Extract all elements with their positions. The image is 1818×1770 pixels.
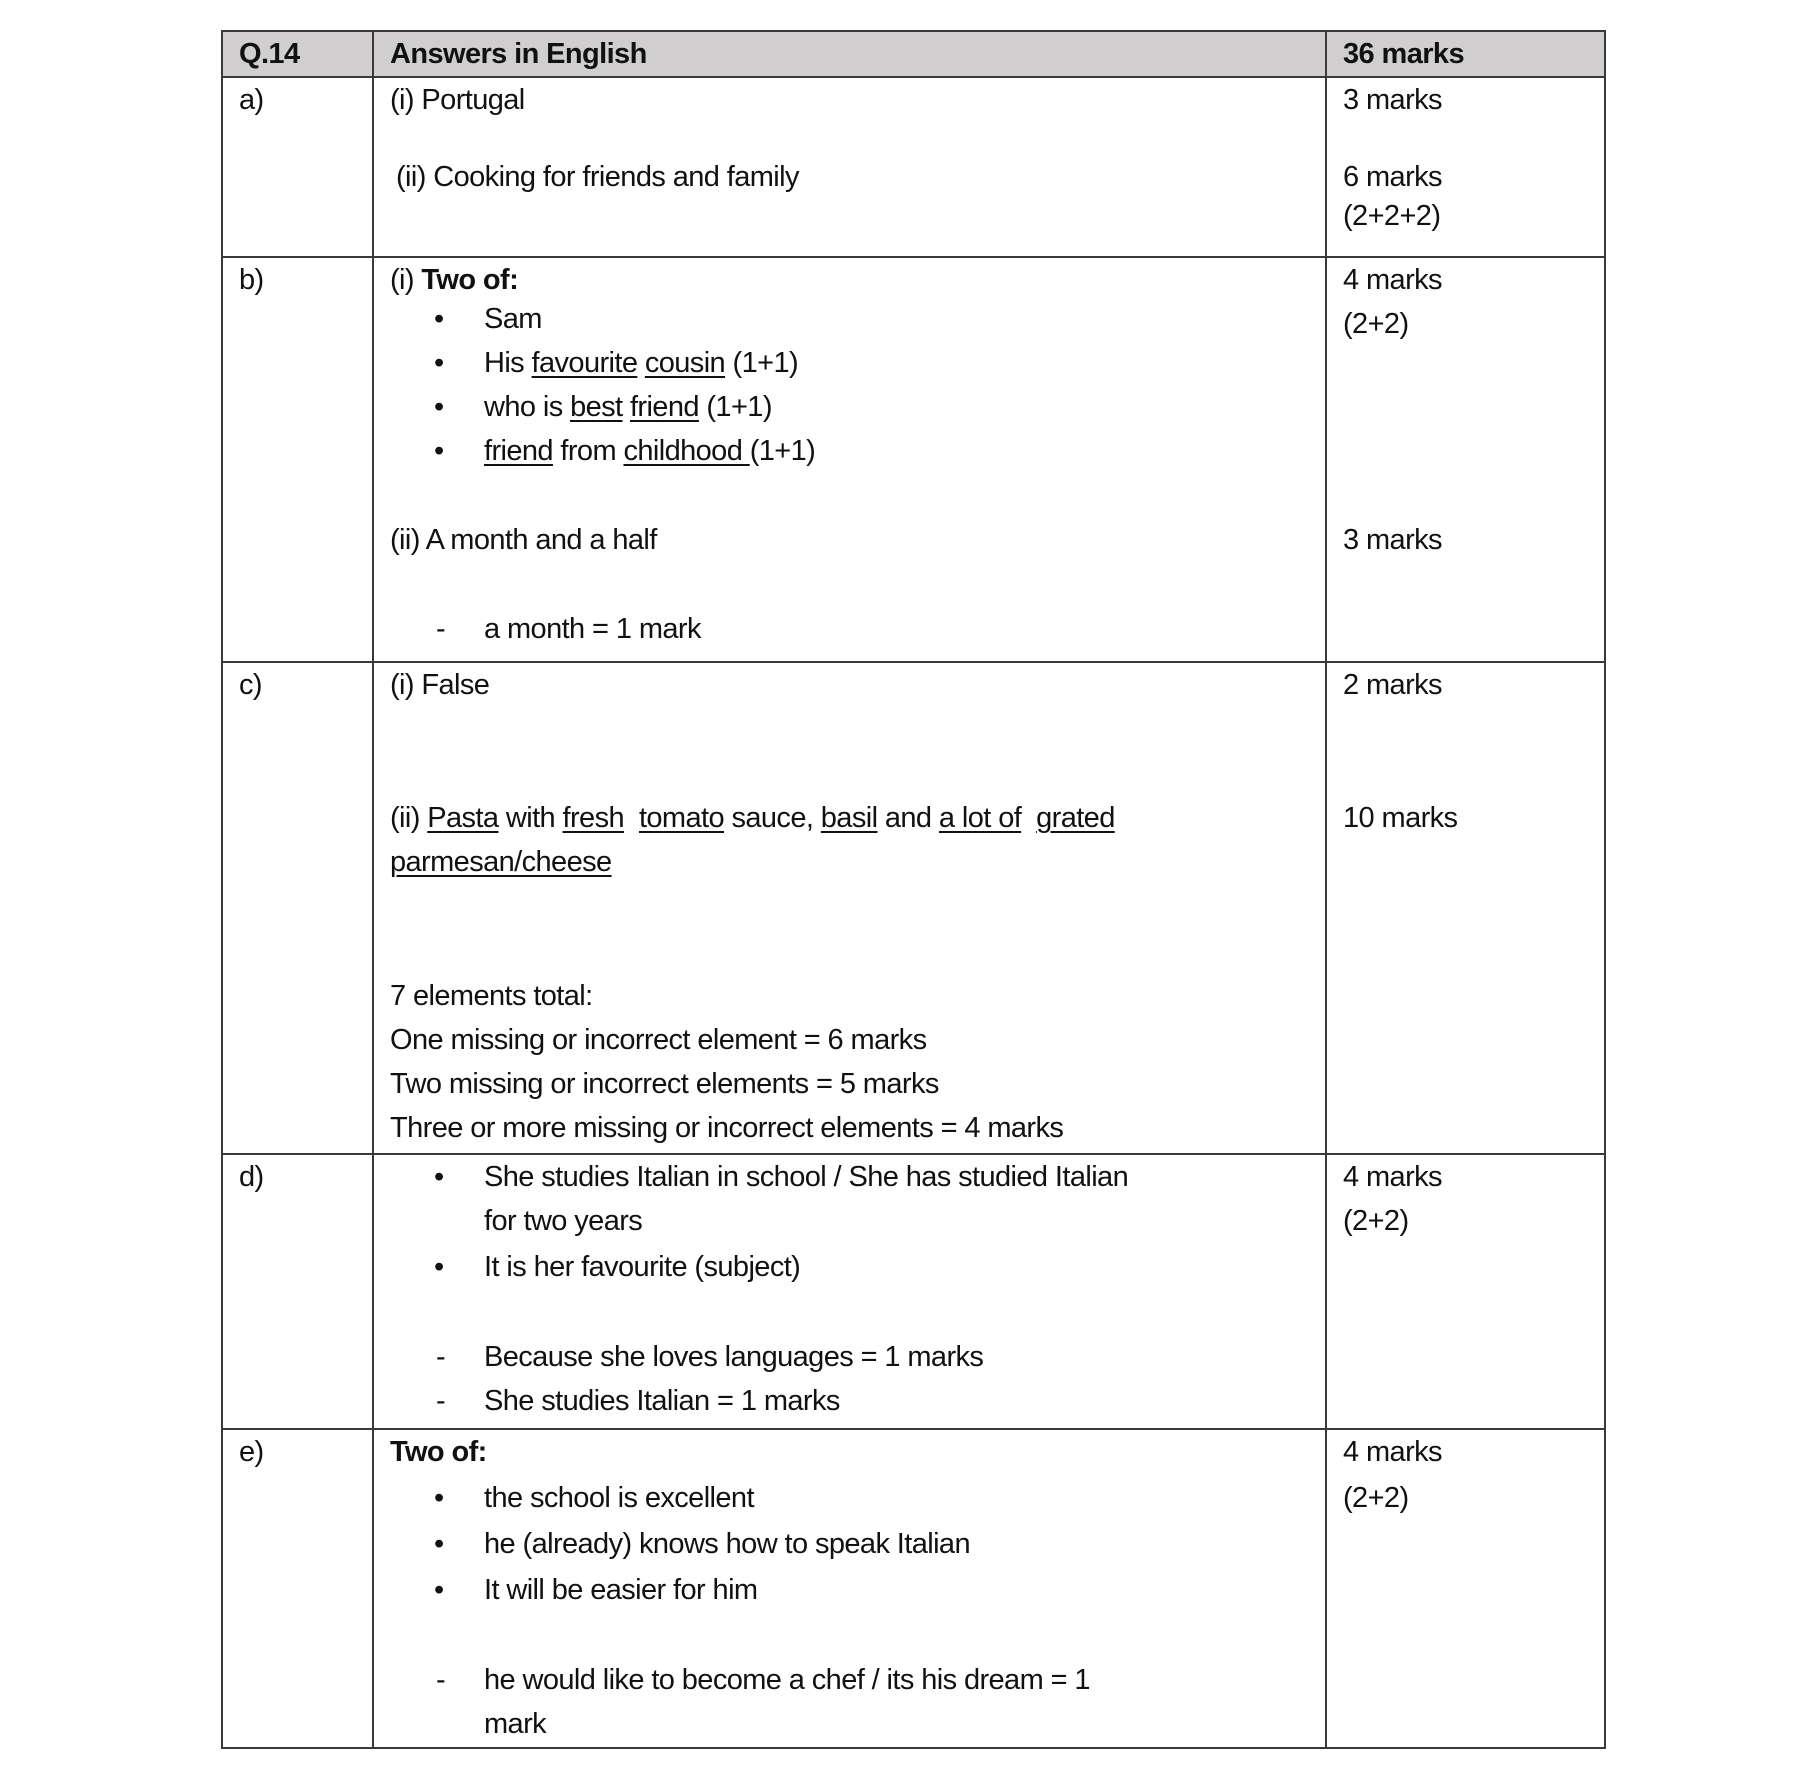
table-row-c: [223, 661, 1604, 1155]
answer-i-prefix: (i): [390, 84, 422, 116]
table-row-a: [223, 76, 1604, 258]
dash-note-continuation: mark: [484, 1708, 547, 1740]
answer-ii: [390, 796, 1115, 840]
dash-note: She studies Italian = 1 marks: [484, 1385, 840, 1417]
marks-i: 4 marks: [1343, 264, 1442, 296]
underlined-text: cousin: [644, 347, 726, 379]
underlined-text: best: [570, 391, 623, 423]
marks: 4 marks: [1343, 1436, 1442, 1468]
underlined-text: fresh: [562, 802, 625, 834]
answer-cell: [374, 1155, 1327, 1430]
marks-cell: [1327, 1430, 1604, 1747]
marks-cell: [1327, 1155, 1604, 1430]
answer-ii-prefix: (ii): [396, 161, 434, 193]
underlined-text: childhood: [623, 435, 750, 467]
text: who is: [484, 391, 571, 423]
dash-note: a month = 1 mark: [484, 613, 701, 645]
dash-icon: -: [436, 613, 446, 645]
answer-cell: [374, 78, 1327, 258]
bullet-icon: •: [434, 1161, 445, 1193]
answer-ii: (ii) A month and a half: [390, 524, 657, 556]
dash-icon: -: [436, 1385, 446, 1417]
row-label-cell: [223, 1430, 374, 1747]
underlined-text: tomato: [638, 802, 724, 834]
header-question-cell: [223, 32, 374, 78]
text: sauce,: [724, 802, 821, 834]
marks-breakdown: (2+2): [1343, 1482, 1409, 1514]
dash-icon: -: [436, 1341, 446, 1373]
answer-ii: [396, 155, 799, 199]
row-label: c): [239, 669, 262, 701]
text: from: [552, 435, 624, 467]
underlined-text: Pasta: [427, 802, 499, 834]
bullet-icon: •: [434, 1251, 445, 1283]
bullet-icon: •: [434, 1482, 445, 1514]
underlined-text: grated: [1036, 802, 1115, 834]
marks-ii-breakdown: (2+2+2): [1343, 200, 1441, 232]
text: Sam: [484, 303, 542, 335]
answer-cell: [374, 1430, 1327, 1747]
list-item: [484, 341, 798, 385]
text: [622, 391, 629, 423]
answer-i: [390, 78, 525, 122]
text: (1+1): [749, 435, 816, 467]
mark-scheme-table: [221, 30, 1606, 1749]
marks-cell: [1327, 78, 1604, 258]
table-row-e: [223, 1428, 1604, 1747]
text: His: [484, 347, 532, 379]
table-header-row: [223, 32, 1604, 78]
list-item: She studies Italian in school / She has studied Italian: [484, 1161, 1129, 1193]
text: [624, 802, 639, 834]
row-label: d): [239, 1161, 264, 1193]
question-number: Q.14: [239, 38, 300, 70]
underlined-text: basil: [820, 802, 878, 834]
list-item: he (already) knows how to speak Italian: [484, 1528, 970, 1560]
row-label: e): [239, 1436, 264, 1468]
marks-i: 2 marks: [1343, 669, 1442, 701]
list-item: It will be easier for him: [484, 1574, 758, 1606]
text: with: [498, 802, 563, 834]
bullet-icon: •: [434, 347, 445, 379]
answer-ii-line2: parmesan/cheese: [390, 846, 612, 878]
text: and: [877, 802, 939, 834]
header-marks-cell: [1327, 32, 1604, 78]
list-item: It is her favourite (subject): [484, 1251, 801, 1283]
row-label-cell: [223, 1155, 374, 1430]
marks-cell: [1327, 258, 1604, 663]
bullet-icon: •: [434, 435, 445, 467]
answer-ii-text: Cooking for friends and family: [433, 161, 799, 193]
bullet-icon: •: [434, 1574, 445, 1606]
table-row-b: [223, 256, 1604, 663]
dash-icon: -: [436, 1664, 446, 1696]
header-answers-cell: [374, 32, 1327, 78]
answer-ii-prefix: (ii): [390, 802, 428, 834]
text: (1+1): [698, 391, 772, 423]
answer-i-text: Portugal: [421, 84, 525, 116]
marks-ii: 6 marks: [1343, 161, 1442, 193]
row-label-cell: [223, 258, 374, 663]
marks-breakdown: (2+2): [1343, 1205, 1409, 1237]
row-label: b): [239, 264, 264, 296]
dash-note: Because she loves languages = 1 marks: [484, 1341, 984, 1373]
answer-i: (i) False: [390, 669, 490, 701]
table-row-d: [223, 1153, 1604, 1430]
underlined-text: a lot of: [938, 802, 1022, 834]
marks-cell: [1327, 663, 1604, 1155]
list-item: [484, 385, 772, 429]
column-divider: [1325, 32, 1327, 1747]
underlined-text: favourite: [531, 347, 638, 379]
underlined-text: friend: [629, 391, 699, 423]
list-item-continuation: for two years: [484, 1205, 643, 1237]
marks-i: 3 marks: [1343, 84, 1442, 116]
row-label-cell: [223, 78, 374, 258]
bullet-icon: •: [434, 303, 445, 335]
text: [637, 347, 644, 379]
dash-note: he would like to become a chef / its his dream = 1: [484, 1664, 1090, 1696]
rule-line: One missing or incorrect element = 6 marks: [390, 1024, 927, 1056]
list-item: [484, 429, 815, 473]
answer-cell: [374, 258, 1327, 663]
answer-i: [390, 258, 518, 302]
marks-ii: 3 marks: [1343, 524, 1442, 556]
total-marks: 36 marks: [1343, 38, 1464, 70]
answer-cell: [374, 663, 1327, 1155]
answer-i-heading: Two of:: [421, 264, 519, 296]
rule-line: 7 elements total:: [390, 980, 593, 1012]
bullet-icon: •: [434, 1528, 445, 1560]
rule-line: Two missing or incorrect elements = 5 marks: [390, 1068, 939, 1100]
text: (1+1): [725, 347, 799, 379]
marks-ii: 10 marks: [1343, 802, 1458, 834]
row-label-cell: [223, 663, 374, 1155]
list-item: the school is excellent: [484, 1482, 754, 1514]
underlined-text: friend: [484, 435, 553, 467]
list-item: [484, 297, 542, 341]
marks-i-breakdown: (2+2): [1343, 308, 1409, 340]
text: [1021, 802, 1036, 834]
column-divider: [372, 32, 374, 1747]
marks: 4 marks: [1343, 1161, 1442, 1193]
answer-i-prefix: (i): [390, 264, 422, 296]
answers-title: Answers in English: [390, 38, 647, 70]
rule-line: Three or more missing or incorrect elements = 4 marks: [390, 1112, 1064, 1144]
bullet-icon: •: [434, 391, 445, 423]
answer-heading: Two of:: [390, 1436, 487, 1468]
row-label: a): [239, 84, 264, 116]
